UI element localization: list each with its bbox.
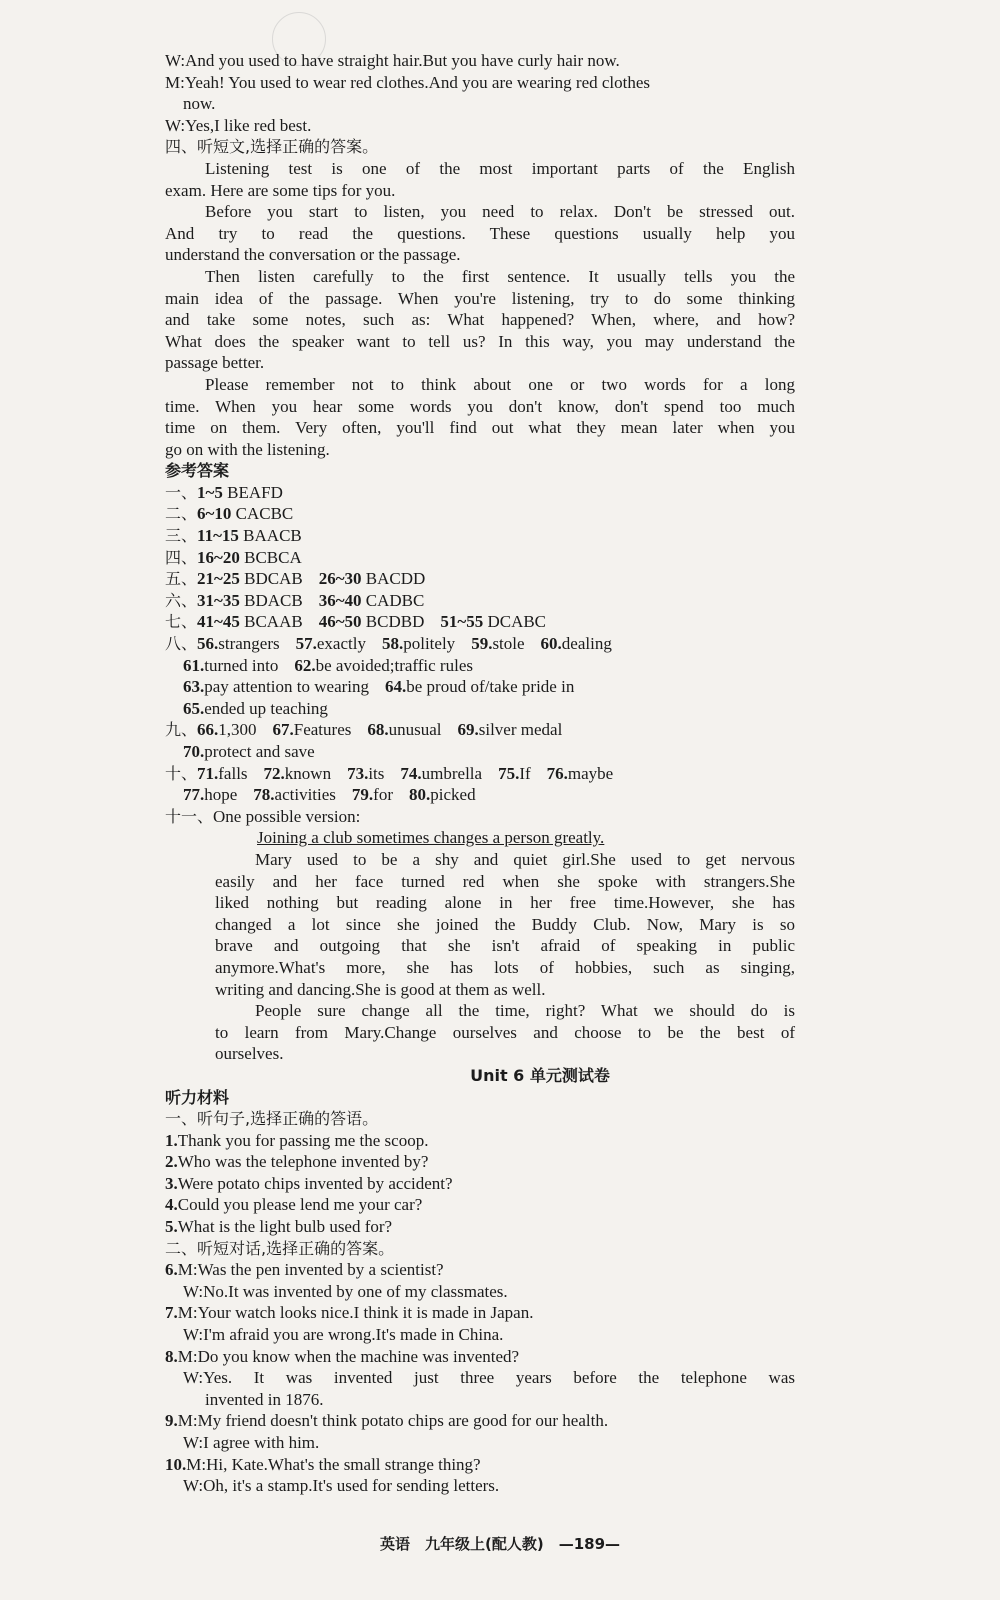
passage-line: What does the speaker want to tell us? In this way, you may understand the	[165, 331, 795, 351]
answer-row	[165, 482, 795, 504]
answer-number: 79.	[351, 785, 374, 805]
answer-range: 11~15	[197, 526, 239, 546]
answer-row	[165, 655, 795, 677]
answer-row	[165, 503, 795, 525]
section11-label: One possible version:	[213, 806, 361, 826]
question-number: 3.	[165, 1173, 178, 1193]
passage-line: go on with the listening.	[165, 439, 330, 459]
answer-text: falls	[218, 763, 248, 783]
page-content	[165, 50, 795, 1497]
passage-line: Listening test is one of the most important parts of the English	[205, 158, 795, 178]
dialogue-line	[165, 1475, 795, 1497]
answer-number: 62.	[294, 655, 316, 675]
dialogue-top	[165, 50, 795, 136]
dialogue-line	[165, 1281, 795, 1303]
answer-text: politely	[403, 634, 456, 654]
answer-number: 58.	[381, 634, 404, 654]
dialogue-text: W:No.It was invented by one of my classmates.	[183, 1281, 508, 1301]
answer-section-prefix: 三、	[165, 526, 198, 546]
answer-number: 61.	[183, 655, 205, 675]
question-item	[165, 1216, 795, 1238]
answer-number: 74.	[400, 763, 422, 783]
question-text: Who was the telephone invented by?	[177, 1152, 429, 1172]
answer-range: 31~35	[197, 590, 240, 610]
passage-line: And try to read the questions. These questions usually help you	[165, 223, 795, 243]
question-number: 4.	[165, 1195, 178, 1215]
passage-line: passage better.	[165, 353, 265, 373]
answer-section-prefix: 十、	[165, 763, 198, 783]
answer-text: be proud of/take pride in	[406, 677, 575, 697]
dialogue-text: M:Your watch looks nice.I think it is made in Japan.	[177, 1303, 534, 1323]
passage-line: understand the conversation or the passage.	[165, 245, 461, 265]
question-text: Could you please lend me your car?	[177, 1195, 423, 1215]
essay-line: People sure change all the time, right? What we should do is	[255, 1001, 795, 1021]
part2-heading: 二、听短对话,选择正确的答案。	[165, 1238, 395, 1258]
dialogue-line: now.	[183, 94, 216, 114]
answer-number: 60.	[540, 634, 562, 654]
answer-letters: BACDD	[361, 569, 426, 589]
answer-section-prefix: 一、	[165, 482, 198, 502]
essay-title: Joining a club sometimes changes a person greatly.	[257, 828, 605, 848]
answer-letters: DCABC	[483, 612, 547, 632]
dialogue-line	[165, 1432, 795, 1454]
answer-number: 78.	[253, 785, 275, 805]
answer-section-prefix: 四、	[165, 547, 198, 567]
answers-heading: 参考答案	[165, 461, 230, 481]
dialogue-text: M:Do you know when the machine was invented?	[177, 1346, 520, 1366]
answer-letters: BCAAB	[239, 612, 303, 632]
section11-line	[165, 806, 795, 828]
passage-line: Before you start to listen, you need to relax. Don't be stressed out.	[205, 202, 795, 222]
answer-range: 26~30	[318, 569, 362, 589]
essay-line: to learn from Mary.Change ourselves and choose to be the best of	[215, 1022, 795, 1042]
unit-title: Unit 6 单元测试卷	[470, 1065, 610, 1085]
answer-text: activities	[274, 785, 336, 805]
answer-number: 68.	[367, 720, 389, 740]
answer-section-prefix: 六、	[165, 590, 198, 610]
answer-row	[165, 763, 795, 785]
essay-line: ourselves.	[215, 1044, 284, 1064]
answer-text: Features	[293, 720, 352, 740]
essay-line: changed a lot since she joined the Buddy Club. Now, Mary is so	[215, 914, 795, 934]
answer-range: 36~40	[318, 590, 362, 610]
answer-range: 6~10	[197, 504, 232, 524]
answer-row	[165, 719, 795, 741]
dialogue-text: invented in 1876.	[205, 1389, 324, 1409]
question-text: Thank you for passing me the scoop.	[177, 1130, 429, 1150]
answer-row	[165, 676, 795, 698]
section10-answers	[165, 763, 795, 806]
answer-row	[165, 784, 795, 806]
question-number: 7.	[165, 1303, 178, 1323]
dialogue-line	[165, 1367, 795, 1389]
answer-number: 65.	[183, 698, 205, 718]
passage-line: Then listen carefully to the first sentence. It usually tells you the	[205, 266, 795, 286]
answer-range: 16~20	[197, 547, 240, 567]
dialogue-line	[165, 1346, 795, 1368]
page-footer: 英语 九年级上(配人教) —189—	[379, 1535, 621, 1553]
answer-text: be avoided;traffic rules	[315, 655, 473, 675]
question-item	[165, 1151, 795, 1173]
question-item	[165, 1130, 795, 1152]
answer-section-prefix: 二、	[165, 504, 198, 524]
question-text: What is the light bulb used for?	[177, 1217, 393, 1237]
answer-row	[165, 568, 795, 590]
answer-section-prefix: 五、	[165, 569, 198, 589]
essay-line: Mary used to be a shy and quiet girl.She used to get nervous	[255, 849, 795, 869]
answer-number: 69.	[457, 720, 479, 740]
section8-answers	[165, 633, 795, 719]
answer-text: exactly	[316, 634, 366, 654]
question-item	[165, 1173, 795, 1195]
answer-letters: BEAFD	[222, 482, 283, 502]
essay-line: brave and outgoing that she isn't afraid of speaking in public	[215, 936, 795, 956]
answer-text: umbrella	[421, 763, 483, 783]
answer-letters: BDCAB	[239, 569, 303, 589]
answer-number: 77.	[183, 785, 205, 805]
answer-text: If	[519, 763, 531, 783]
answer-number: 76.	[546, 763, 568, 783]
dialogue-line	[165, 1259, 795, 1281]
dialogue-line: W:Yes,I like red best.	[165, 115, 312, 135]
answer-text: 1,300	[218, 720, 257, 740]
dialogue-line: W:And you used to have straight hair.But you have curly hair now.	[165, 51, 620, 70]
section11-prefix: 十一、	[165, 806, 214, 826]
answer-number: 75.	[498, 763, 520, 783]
answer-number: 70.	[183, 742, 205, 761]
answer-text: pay attention to wearing	[204, 677, 370, 697]
answer-row	[165, 698, 795, 720]
answer-row	[165, 633, 795, 655]
answer-text: for	[373, 785, 393, 805]
dialogue-text: M:My friend doesn't think potato chips are good for our health.	[177, 1411, 609, 1431]
question-number: 10.	[165, 1454, 187, 1474]
answer-text: hope	[204, 785, 238, 805]
answer-row	[165, 525, 795, 547]
answer-number: 57.	[295, 634, 317, 654]
listening-passage	[165, 158, 795, 460]
question-item	[165, 1194, 795, 1216]
answer-letters: BCBCA	[239, 547, 302, 567]
answer-text: dealing	[561, 634, 612, 654]
answer-number: 66.	[197, 720, 219, 740]
answer-number: 72.	[263, 763, 285, 783]
answer-number: 56.	[197, 634, 219, 654]
dialogue-line	[165, 1302, 795, 1324]
passage-line: and take some notes, such as: What happened? When, where, and how?	[165, 310, 795, 330]
dialogue-line: M:Yeah! You used to wear red clothes.And you are wearing red clothes	[165, 72, 651, 92]
answer-range: 46~50	[318, 612, 362, 632]
question-number: 8.	[165, 1346, 178, 1366]
answer-text: protect and save	[204, 742, 315, 761]
answer-text: picked	[430, 785, 476, 805]
answer-letters: CADBC	[361, 590, 425, 610]
answer-letters: BDACB	[239, 590, 303, 610]
question-number: 5.	[165, 1217, 178, 1237]
answer-text: stole	[492, 634, 525, 654]
answer-range: 41~45	[197, 612, 240, 632]
passage-line: Please remember not to think about one or two words for a long	[205, 374, 795, 394]
dialogue-line	[165, 1410, 795, 1432]
section9-answers	[165, 719, 795, 762]
listening-heading: 听力材料	[165, 1087, 230, 1107]
answer-text: its	[368, 763, 385, 783]
answer-section-prefix: 九、	[165, 720, 198, 740]
essay-line: easily and her face turned red when she spoke with strangers.She	[215, 871, 795, 891]
passage-line: time on them. Very often, you'll find out what they mean later when you	[165, 418, 795, 438]
part1-items	[165, 1130, 795, 1238]
dialogue-text: W:Yes. It was invented just three years before the telephone was	[183, 1368, 795, 1388]
essay-line: writing and dancing.She is good at them as well.	[215, 979, 546, 999]
dialogue-text: W:Oh, it's a stamp.It's used for sending letters.	[183, 1476, 500, 1496]
answer-text: turned into	[204, 655, 279, 675]
part2-dialogues	[165, 1259, 795, 1497]
answer-letters: BCDBD	[361, 612, 425, 632]
answer-number: 67.	[272, 720, 294, 740]
dialogue-line	[165, 1324, 795, 1346]
part1-heading: 一、听句子,选择正确的答语。	[165, 1109, 379, 1129]
answer-number: 59.	[471, 634, 493, 654]
passage-line: exam. Here are some tips for you.	[165, 180, 396, 200]
answer-row	[165, 611, 795, 633]
essay-line: liked nothing but reading alone in her free time.However, she has	[215, 893, 795, 913]
answer-number: 71.	[197, 763, 219, 783]
passage-line: main idea of the passage. When you're listening, try to do some thinking	[165, 288, 795, 308]
answer-letters: CACBC	[231, 504, 294, 524]
answer-range: 51~55	[440, 612, 484, 632]
answer-text: unusual	[388, 720, 442, 740]
answer-row	[165, 590, 795, 612]
answer-number: 63.	[183, 677, 205, 697]
answer-range: 1~5	[197, 482, 223, 502]
question-number: 6.	[165, 1260, 178, 1280]
question-number: 2.	[165, 1152, 178, 1172]
answer-text: maybe	[567, 763, 614, 783]
answer-section-prefix: 七、	[165, 612, 198, 632]
essay-body	[165, 849, 795, 1065]
question-number: 1.	[165, 1130, 178, 1150]
answer-row	[165, 547, 795, 569]
answer-row	[165, 741, 795, 763]
answer-number: 73.	[347, 763, 369, 783]
dialogue-text: M:Was the pen invented by a scientist?	[177, 1260, 444, 1280]
passage-line: time. When you hear some words you don't know, don't spend too much	[165, 396, 795, 416]
answer-text: known	[284, 763, 332, 783]
answer-text: silver medal	[478, 720, 563, 740]
question-text: Were potato chips invented by accident?	[177, 1173, 453, 1193]
dialogue-line	[165, 1389, 795, 1411]
answer-text: ended up teaching	[204, 698, 328, 718]
answer-range: 21~25	[197, 569, 240, 589]
question-number: 9.	[165, 1411, 178, 1431]
answer-key	[165, 482, 795, 633]
section4-heading: 四、听短文,选择正确的答案。	[165, 137, 379, 157]
answer-letters: BAACB	[238, 526, 302, 546]
answer-number: 80.	[409, 785, 431, 805]
dialogue-text: W:I'm afraid you are wrong.It's made in China.	[183, 1325, 504, 1345]
essay-line: anymore.What's more, she has lots of hobbies, such as singing,	[215, 957, 795, 977]
answer-section-prefix: 八、	[165, 634, 198, 654]
dialogue-text: M:Hi, Kate.What's the small strange thing?	[186, 1454, 481, 1474]
answer-number: 64.	[385, 677, 407, 697]
dialogue-text: W:I agree with him.	[183, 1433, 320, 1452]
answer-text: strangers	[218, 634, 280, 654]
dialogue-line	[165, 1454, 795, 1476]
